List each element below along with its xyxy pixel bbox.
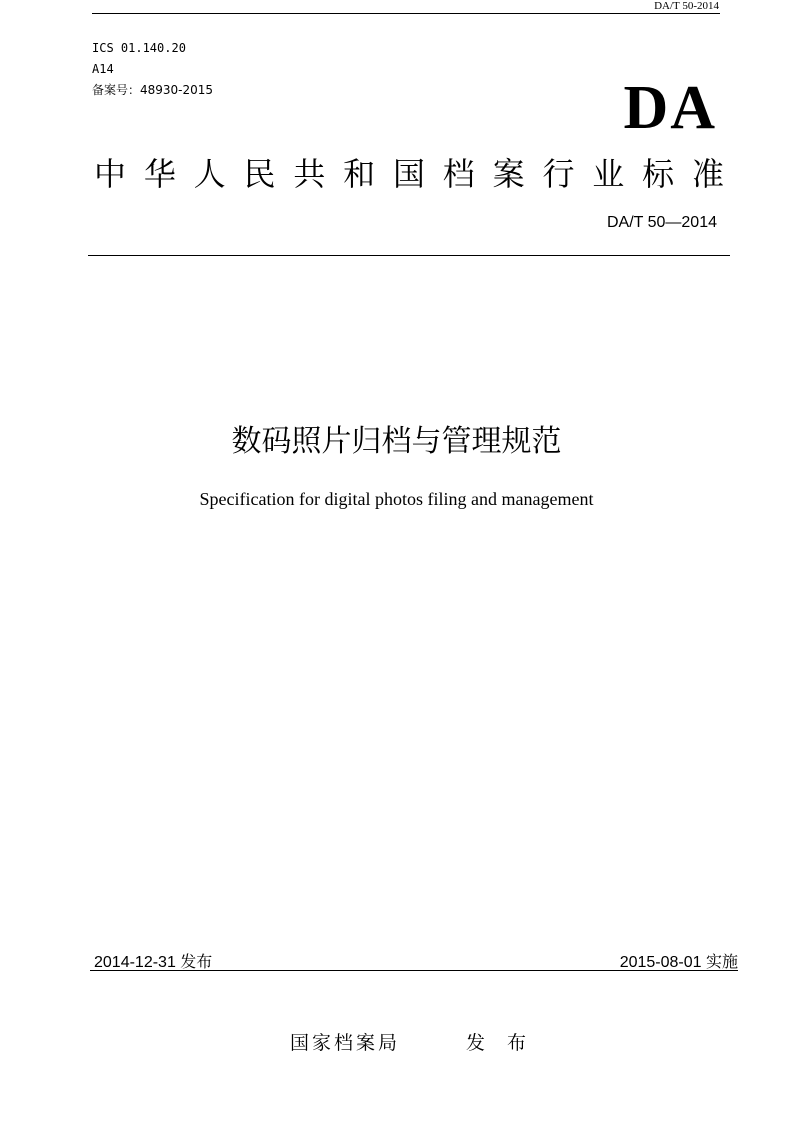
implement-date: 2015-08-01 实施: [619, 954, 738, 971]
title-char: 行: [542, 155, 575, 193]
title-char: 华: [143, 155, 176, 193]
standard-type-title: [94, 150, 724, 198]
da-logo: DA: [623, 74, 717, 142]
issuer-name: 国家档案局: [290, 1032, 401, 1054]
document-title-en: Specification for digital photos filing and management: [199, 489, 594, 509]
title-char: 和: [343, 155, 376, 193]
title-char: 案: [492, 155, 525, 193]
ics-code: ICS 01.140.20: [92, 41, 186, 55]
issue-action: 发 布: [466, 1032, 535, 1054]
header-rule: [92, 13, 720, 14]
release-date: 2014-12-31 发布: [94, 954, 213, 971]
title-char: 人: [193, 155, 226, 193]
top-divider: [88, 255, 730, 256]
title-char: 业: [592, 155, 625, 193]
title-char: 共: [293, 155, 326, 193]
title-char: 档: [442, 155, 475, 193]
running-header-code: DA/T 50-2014: [654, 0, 719, 12]
title-char: 民: [243, 155, 276, 193]
title-char: 准: [691, 155, 724, 193]
bottom-divider: [90, 970, 738, 971]
category-code: A14: [92, 62, 114, 76]
standard-number: DA/T 50—2014: [607, 214, 717, 231]
document-title-zh: 数码照片归档与管理规范: [231, 424, 562, 459]
title-char: 标: [642, 155, 675, 193]
title-char: 中: [94, 155, 127, 193]
record-number: 备案号：48930-2015: [92, 83, 214, 97]
title-char: 国: [392, 155, 425, 193]
